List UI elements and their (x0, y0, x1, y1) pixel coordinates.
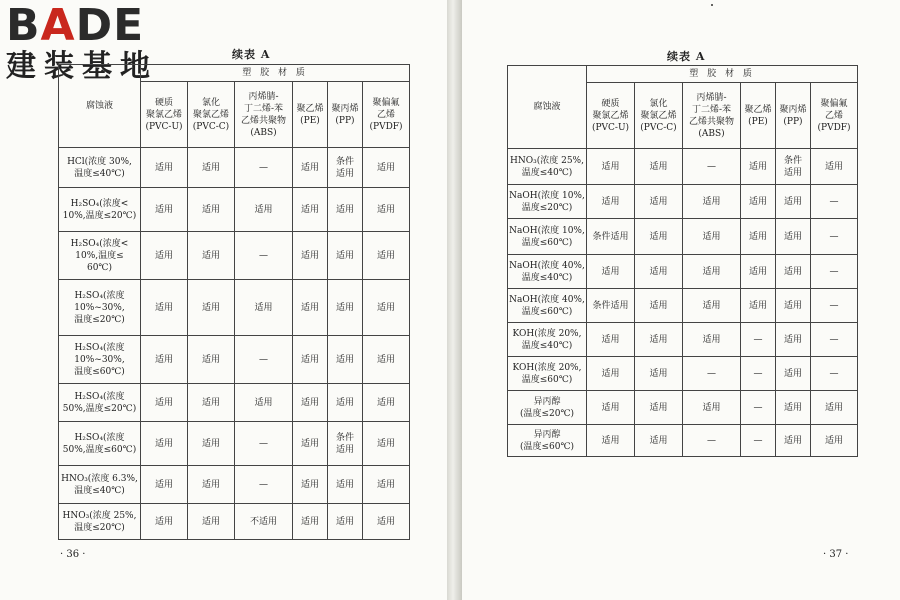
suitability-cell: 适用 (293, 504, 328, 540)
suitability-cell: 适用 (293, 384, 328, 422)
suitability-cell: 适用 (635, 185, 683, 219)
column-header: 聚丙烯 (PP) (328, 82, 363, 148)
suitability-cell: — (683, 149, 741, 185)
suitability-cell: 适用 (188, 422, 235, 466)
plastic-material-header: 塑 胶 材 质 (141, 65, 410, 82)
column-header: 聚偏氟 乙烯 (PVDF) (363, 82, 410, 148)
suitability-cell: 适用 (587, 391, 635, 425)
suitability-cell: 适用 (635, 149, 683, 185)
suitability-cell: 适用 (363, 384, 410, 422)
suitability-cell: 适用 (587, 149, 635, 185)
suitability-cell: 适用 (363, 336, 410, 384)
suitability-cell: — (235, 148, 293, 188)
suitability-cell: 适用 (363, 232, 410, 280)
suitability-cell: 适用 (741, 219, 776, 255)
table-row (508, 323, 858, 357)
suitability-cell: 适用 (235, 188, 293, 232)
suitability-cell: 适用 (811, 425, 858, 457)
suitability-cell: 适用 (328, 504, 363, 540)
suitability-cell: 适用 (141, 232, 188, 280)
suitability-cell: 适用 (188, 232, 235, 280)
suitability-cell: — (235, 422, 293, 466)
suitability-cell: 适用 (587, 185, 635, 219)
suitability-cell: 适用 (141, 466, 188, 504)
suitability-cell: 适用 (188, 148, 235, 188)
suitability-cell: — (741, 323, 776, 357)
suitability-cell: 适用 (141, 188, 188, 232)
suitability-cell: 适用 (328, 188, 363, 232)
suitability-cell: — (811, 219, 858, 255)
table-row (59, 148, 410, 188)
logo-subtitle: 建装基地 (6, 49, 158, 84)
suitability-cell: — (741, 357, 776, 391)
suitability-cell: 适用 (363, 466, 410, 504)
suitability-cell: 适用 (776, 289, 811, 323)
table-row (59, 504, 410, 540)
suitability-cell: 适用 (776, 357, 811, 391)
suitability-cell: 适用 (141, 336, 188, 384)
corrosive-fluid-cell: H₂SO₄(浓度 10%~30%, 温度≤60℃) (59, 336, 141, 384)
corrosive-fluid-cell: KOH(浓度 20%, 温度≤40℃) (508, 323, 587, 357)
table-row (508, 149, 858, 185)
corrosive-fluid-cell: HCl(浓度 30%, 温度≤40℃) (59, 148, 141, 188)
corrosive-fluid-cell: H₂SO₄(浓度 10%~30%, 温度≤20℃) (59, 280, 141, 336)
suitability-cell: 适用 (587, 425, 635, 457)
corrosive-fluid-header: 腐蚀液 (508, 66, 587, 149)
suitability-cell: 适用 (776, 391, 811, 425)
suitability-cell: 适用 (188, 188, 235, 232)
corrosive-fluid-cell: NaOH(浓度 10%, 温度≤20℃) (508, 185, 587, 219)
plastic-material-header: 塑 胶 材 质 (587, 66, 858, 83)
suitability-cell: 适用 (328, 280, 363, 336)
table-row (59, 422, 410, 466)
corrosive-fluid-cell: H₂SO₄(浓度< 10%,温度≤ 60℃) (59, 232, 141, 280)
suitability-cell: 条件 适用 (776, 149, 811, 185)
suitability-cell: 条件适用 (587, 219, 635, 255)
left-page-number: · 36 · (60, 549, 86, 560)
suitability-cell: 适用 (188, 466, 235, 504)
suitability-cell: 适用 (635, 323, 683, 357)
suitability-cell: 适用 (188, 504, 235, 540)
suitability-cell: 适用 (587, 323, 635, 357)
suitability-cell: — (811, 289, 858, 323)
table-row (508, 425, 858, 457)
column-header: 硬质 聚氯乙烯 (PVC-U) (587, 83, 635, 149)
suitability-cell: 适用 (141, 504, 188, 540)
column-header: 聚乙烯 (PE) (741, 83, 776, 149)
suitability-cell: 适用 (587, 357, 635, 391)
suitability-cell: 适用 (741, 255, 776, 289)
suitability-cell: 适用 (683, 185, 741, 219)
logo-brand: BADE (6, 0, 145, 51)
table-row (508, 289, 858, 323)
suitability-cell: 适用 (293, 188, 328, 232)
right-table-caption: 续表 A (667, 50, 706, 63)
suitability-cell: — (235, 336, 293, 384)
suitability-cell: 适用 (188, 384, 235, 422)
left-table-caption: 续表 A (232, 48, 271, 61)
corrosive-fluid-cell: NaOH(浓度 40%, 温度≤60℃) (508, 289, 587, 323)
print-speck (711, 4, 713, 6)
corrosive-fluid-cell: 异丙醇 (温度≤20℃) (508, 391, 587, 425)
table-row (59, 466, 410, 504)
suitability-cell: 适用 (235, 280, 293, 336)
suitability-cell: 适用 (683, 219, 741, 255)
suitability-cell: 适用 (776, 323, 811, 357)
suitability-cell: 适用 (293, 336, 328, 384)
table-row (508, 219, 858, 255)
suitability-cell: 适用 (328, 336, 363, 384)
suitability-cell: 适用 (683, 255, 741, 289)
column-header: 氯化 聚氯乙烯 (PVC-C) (188, 82, 235, 148)
column-header: 丙烯腈- 丁二烯-苯 乙烯共聚物 (ABS) (235, 82, 293, 148)
table-row (59, 384, 410, 422)
suitability-cell: — (741, 391, 776, 425)
table-row (508, 185, 858, 219)
suitability-cell: 适用 (188, 280, 235, 336)
corrosive-fluid-cell: HNO₃(浓度 25%, 温度≤40℃) (508, 149, 587, 185)
suitability-cell: — (683, 425, 741, 457)
column-header: 聚偏氟 乙烯 (PVDF) (811, 83, 858, 149)
corrosive-fluid-cell: KOH(浓度 20%, 温度≤60℃) (508, 357, 587, 391)
suitability-cell: 适用 (587, 255, 635, 289)
suitability-cell: 适用 (293, 422, 328, 466)
corrosive-fluid-cell: HNO₃(浓度 6.3%, 温度≤40℃) (59, 466, 141, 504)
left-corrosion-table (58, 64, 410, 540)
column-header: 硬质 聚氯乙烯 (PVC-U) (141, 82, 188, 148)
suitability-cell: 适用 (328, 466, 363, 504)
suitability-cell: 适用 (141, 148, 188, 188)
suitability-cell: — (811, 185, 858, 219)
suitability-cell: 适用 (683, 323, 741, 357)
corrosive-fluid-cell: HNO₃(浓度 25%, 温度≤20℃) (59, 504, 141, 540)
suitability-cell: 条件 适用 (328, 422, 363, 466)
suitability-cell: — (235, 466, 293, 504)
suitability-cell: 适用 (776, 185, 811, 219)
suitability-cell: 适用 (293, 148, 328, 188)
suitability-cell: 适用 (776, 255, 811, 289)
suitability-cell: 适用 (776, 219, 811, 255)
suitability-cell: 适用 (328, 384, 363, 422)
suitability-cell: 适用 (635, 219, 683, 255)
corrosive-fluid-cell: NaOH(浓度 40%, 温度≤40℃) (508, 255, 587, 289)
suitability-cell: 适用 (635, 425, 683, 457)
corrosive-fluid-cell: H₂SO₄(浓度 50%,温度≤60℃) (59, 422, 141, 466)
book-gutter (447, 0, 462, 600)
right-corrosion-table (507, 65, 858, 457)
suitability-cell: 适用 (293, 232, 328, 280)
suitability-cell: 适用 (188, 336, 235, 384)
column-header: 丙烯腈- 丁二烯-苯 乙烯共聚物 (ABS) (683, 83, 741, 149)
suitability-cell: 适用 (811, 149, 858, 185)
corrosive-fluid-cell: H₂SO₄(浓度< 10%,温度≤20℃) (59, 188, 141, 232)
table-row (508, 391, 858, 425)
suitability-cell: — (683, 357, 741, 391)
suitability-cell: 条件 适用 (328, 148, 363, 188)
table-row (59, 188, 410, 232)
table-row (59, 232, 410, 280)
suitability-cell: 适用 (363, 148, 410, 188)
corrosive-fluid-cell: 异丙醇 (温度≤60℃) (508, 425, 587, 457)
table-row (59, 280, 410, 336)
suitability-cell: 适用 (741, 185, 776, 219)
suitability-cell: 适用 (141, 384, 188, 422)
suitability-cell: 适用 (683, 391, 741, 425)
suitability-cell: 适用 (363, 280, 410, 336)
suitability-cell: 适用 (635, 391, 683, 425)
suitability-cell: 适用 (363, 188, 410, 232)
column-header: 聚丙烯 (PP) (776, 83, 811, 149)
corrosive-fluid-cell: NaOH(浓度 10%, 温度≤60℃) (508, 219, 587, 255)
suitability-cell: 条件适用 (587, 289, 635, 323)
suitability-cell: 适用 (141, 280, 188, 336)
column-header: 聚乙烯 (PE) (293, 82, 328, 148)
suitability-cell: — (811, 357, 858, 391)
suitability-cell: 适用 (741, 289, 776, 323)
suitability-cell: 适用 (235, 384, 293, 422)
suitability-cell: — (811, 255, 858, 289)
suitability-cell: 不适用 (235, 504, 293, 540)
suitability-cell: 适用 (328, 232, 363, 280)
suitability-cell: 适用 (293, 466, 328, 504)
suitability-cell: — (235, 232, 293, 280)
suitability-cell: 适用 (293, 280, 328, 336)
table-row (508, 255, 858, 289)
suitability-cell: 适用 (635, 357, 683, 391)
suitability-cell: — (811, 323, 858, 357)
suitability-cell: 适用 (741, 149, 776, 185)
right-page-number: · 37 · (823, 549, 849, 560)
corrosive-fluid-cell: H₂SO₄(浓度 50%,温度≤20℃) (59, 384, 141, 422)
suitability-cell: 适用 (363, 422, 410, 466)
table-row (508, 357, 858, 391)
suitability-cell: 适用 (776, 425, 811, 457)
table-row (59, 336, 410, 384)
corrosive-fluid-header: 腐蚀液 (59, 65, 141, 148)
suitability-cell: 适用 (363, 504, 410, 540)
suitability-cell: 适用 (635, 255, 683, 289)
column-header: 氯化 聚氯乙烯 (PVC-C) (635, 83, 683, 149)
suitability-cell: 适用 (811, 391, 858, 425)
suitability-cell: — (741, 425, 776, 457)
suitability-cell: 适用 (141, 422, 188, 466)
suitability-cell: 适用 (635, 289, 683, 323)
suitability-cell: 适用 (683, 289, 741, 323)
